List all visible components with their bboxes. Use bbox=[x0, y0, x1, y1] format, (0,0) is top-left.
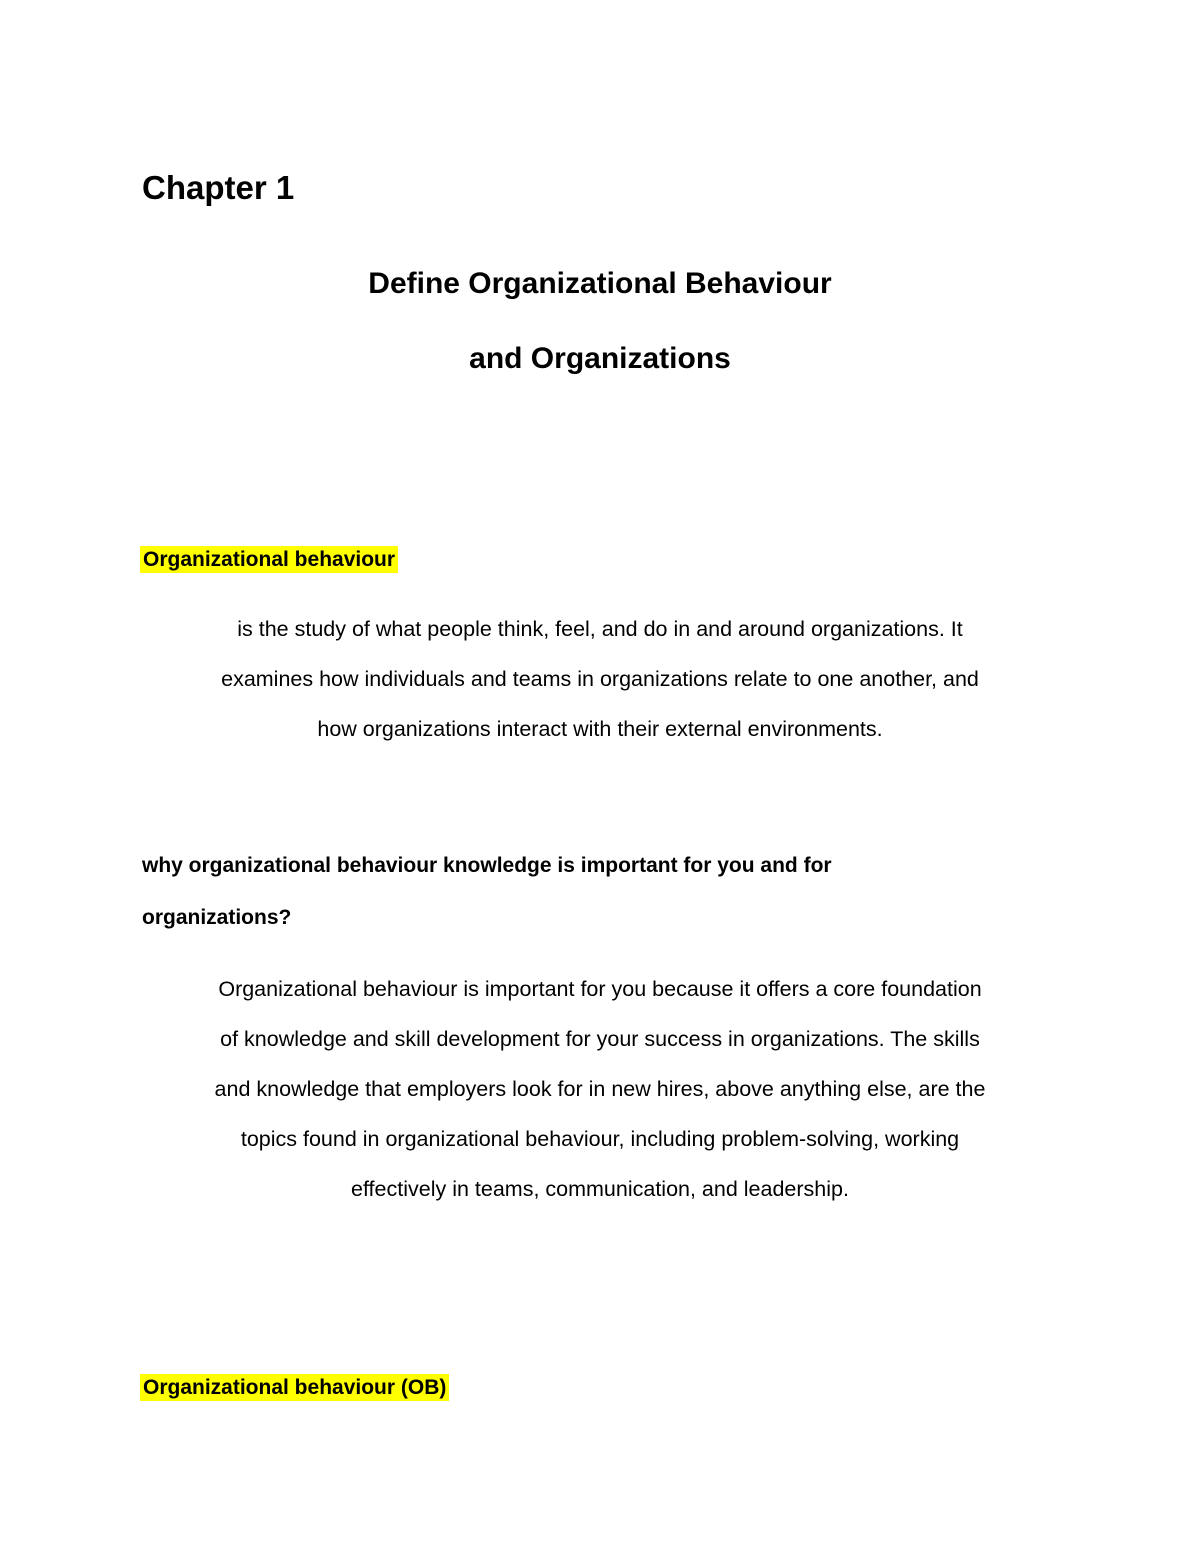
title-line-2: and Organizations bbox=[469, 342, 731, 375]
paragraph-line: effectively in teams, communication, and leadership. bbox=[351, 1177, 849, 1201]
title-line-1: Define Organizational Behaviour bbox=[368, 267, 832, 300]
highlighted-term: Organizational behaviour (OB) bbox=[140, 1374, 449, 1401]
paragraph-line: is the study of what people think, feel, and do in and around organizations. It bbox=[237, 617, 963, 641]
highlighted-term: Organizational behaviour bbox=[140, 546, 398, 573]
paragraph-line: examines how individuals and teams in organizations relate to one another, and bbox=[221, 667, 979, 691]
question-line: why organizational behaviour knowledge is important for you and for bbox=[142, 854, 832, 877]
paragraph-line: and knowledge that employers look for in new hires, above anything else, are the bbox=[214, 1077, 986, 1101]
paragraph-line: topics found in organizational behaviour, including problem-solving, working bbox=[240, 1127, 960, 1151]
question-heading bbox=[142, 840, 1062, 944]
paragraph-line: how organizations interact with their external environments. bbox=[317, 717, 883, 741]
question-line: organizations? bbox=[142, 906, 292, 929]
paragraph-line: Organizational behaviour is important for you because it offers a core foundation bbox=[218, 977, 982, 1001]
definition-heading bbox=[140, 546, 398, 574]
chapter-heading: Chapter 1 bbox=[142, 169, 295, 206]
ob-heading bbox=[140, 1374, 449, 1402]
definition-paragraph bbox=[130, 604, 1070, 754]
paragraph-line: of knowledge and skill development for your success in organizations. The skills bbox=[220, 1027, 980, 1051]
answer-paragraph bbox=[130, 964, 1070, 1214]
